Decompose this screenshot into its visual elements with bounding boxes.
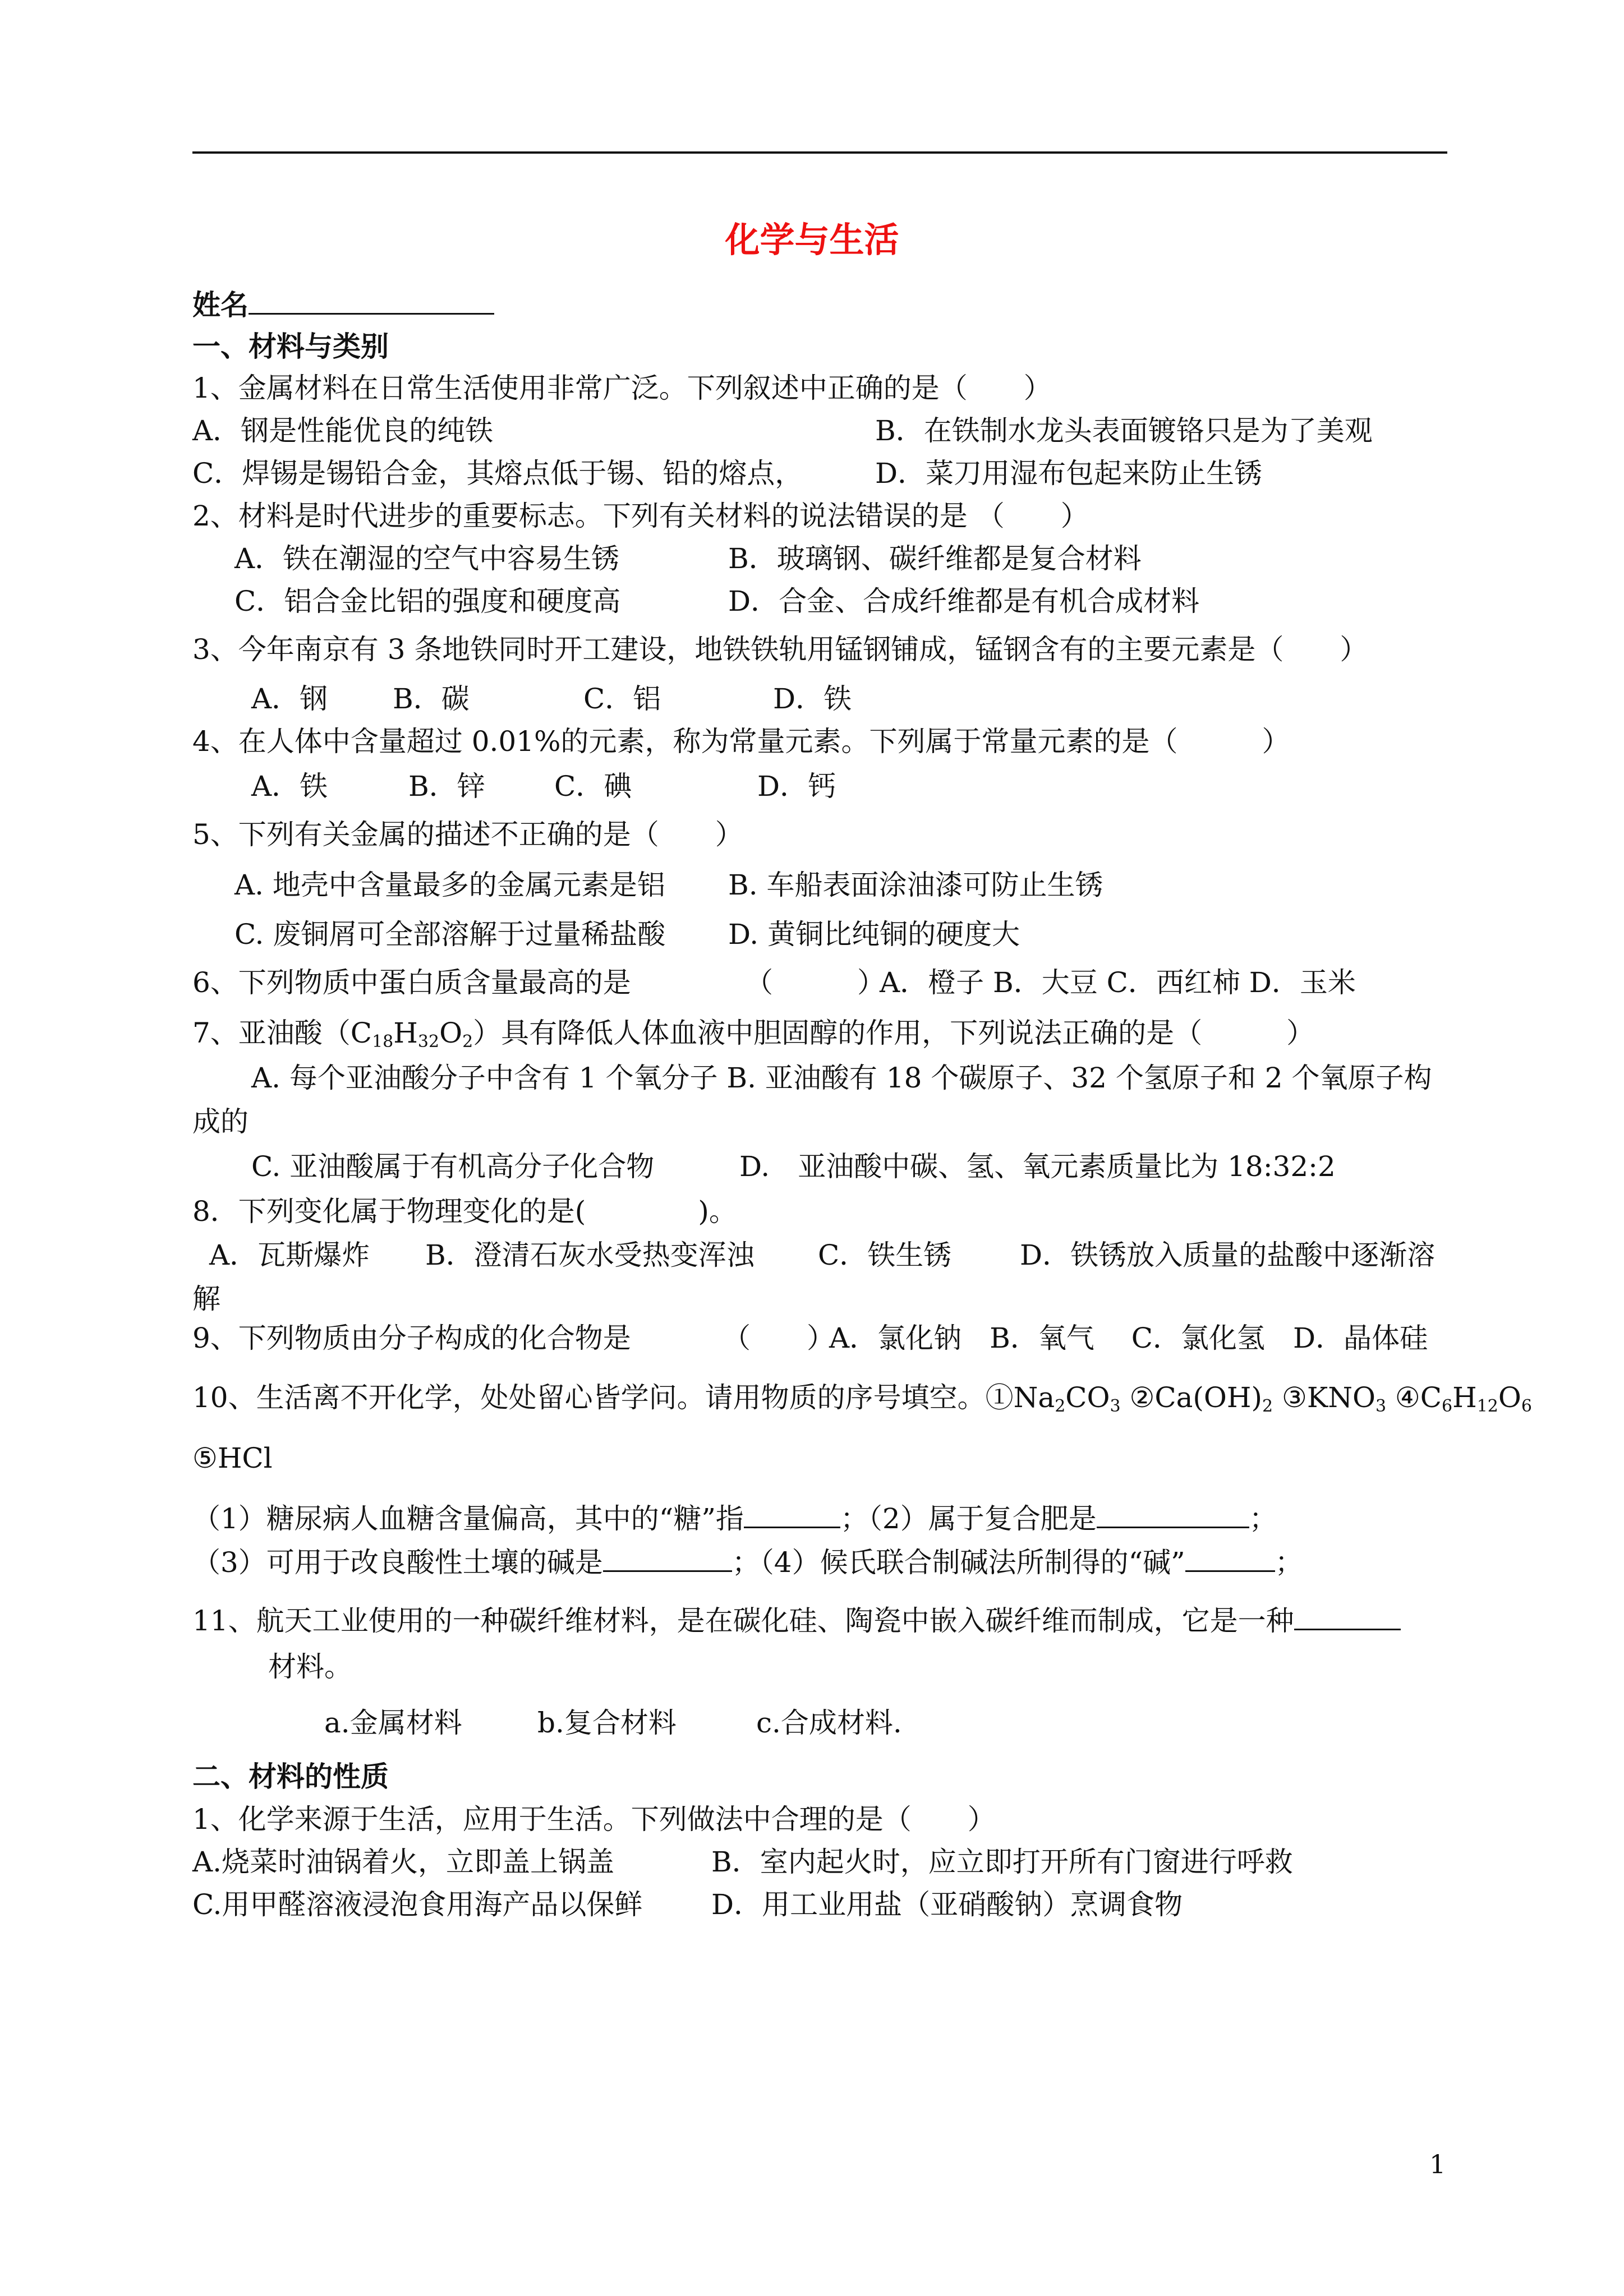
q10-part-1-2: （1）糖尿病人血糖含量偏高，其中的“糖”指 ；（2）属于复合肥是 ； bbox=[192, 1500, 1277, 1536]
q7-option-ab-cont: 成的 bbox=[192, 1105, 249, 1138]
name-line bbox=[192, 286, 494, 322]
q4-option-c: C．碘 bbox=[554, 770, 632, 803]
s2-q1-option-b: B．室内起火时，应立即打开所有门窗进行呼救 bbox=[711, 1846, 1293, 1878]
section1-heading: 一、材料与类别 bbox=[192, 330, 389, 363]
name-label: 姓名 bbox=[192, 289, 249, 321]
q6-stem: 6、下列物质中蛋白质含量最高的是 bbox=[192, 966, 631, 999]
q5-option-c: C. 废铜屑可全部溶解于过量稀盐酸 bbox=[234, 918, 666, 951]
q10-blank-1[interactable] bbox=[744, 1500, 840, 1528]
q9-stem: 9、下列物质由分子构成的化合物是 bbox=[192, 1322, 631, 1354]
name-blank[interactable] bbox=[249, 286, 494, 315]
q11-option-a: a.金属材料 bbox=[324, 1707, 462, 1739]
q5-option-b: B. 车船表面涂油漆可防止生锈 bbox=[728, 869, 1103, 901]
s2-q1-option-c: C.用甲醛溶液浸泡食用海产品以保鲜 bbox=[192, 1888, 643, 1921]
q3-option-a: A．钢 bbox=[251, 683, 328, 715]
s2-q1-option-d: D．用工业用盐（亚硝酸钠）烹调食物 bbox=[711, 1888, 1183, 1921]
q2-option-a: A．铁在潮湿的空气中容易生锈 bbox=[234, 542, 620, 575]
q7-stem: 7、亚油酸$(C_{18}H_{32}O_2)$具有降低人体血液中胆固醇的作用，下列说法正确的是（ ） bbox=[192, 1017, 1315, 1052]
q4-option-b: B．锌 bbox=[408, 770, 485, 803]
header-rule bbox=[192, 151, 1447, 154]
q10-option-5: ⑤HCl bbox=[192, 1442, 273, 1474]
q1-stem: 1、金属材料在日常生活使用非常广泛。下列叙述中正确的是（ ） bbox=[192, 372, 1052, 404]
page-number: 1 bbox=[1429, 2149, 1446, 2179]
q3-stem: 3、今年南京有 3 条地铁同时开工建设，地铁铁轨用锰钢铺成，锰钢含有的主要元素是（ ） bbox=[192, 633, 1368, 666]
q3-option-b: B．碳 bbox=[393, 683, 470, 715]
q11-blank[interactable] bbox=[1294, 1602, 1401, 1630]
q10-blank-2[interactable] bbox=[1097, 1500, 1249, 1528]
q9-options: A．氯化钠 B．氧气 C．氯化氢 D．晶体硅 bbox=[829, 1322, 1428, 1354]
page-title: 化学与生活 bbox=[725, 219, 899, 260]
q1-option-b: B．在铁制水龙头表面镀铬只是为了美观 bbox=[875, 414, 1373, 447]
q11-option-c: c.合成材料. bbox=[756, 1707, 902, 1739]
q10-stem: 10、生活离不开化学，处处留心皆学问。请用物质的序号填空。$①Na_2CO_3$ $②Ca(OH)_2$ $③KNO_3$ $④C_6H_{12}O_6$ bbox=[192, 1381, 1532, 1416]
q5-option-d: D. 黄铜比纯铜的硬度大 bbox=[728, 918, 1020, 951]
q8-option-d: D．铁锈放入质量的盐酸中逐渐溶 bbox=[1020, 1239, 1436, 1271]
q7-option-c: C. 亚油酸属于有机高分子化合物 bbox=[251, 1150, 655, 1183]
q8-option-b: B．澄清石灰水受热变浑浊 bbox=[425, 1239, 755, 1271]
q1-option-c: C．焊锡是锡铅合金，其熔点低于锡、铅的熔点， bbox=[192, 457, 803, 490]
q8-option-a: A．瓦斯爆炸 bbox=[209, 1239, 370, 1271]
q1-option-d: D．菜刀用湿布包起来防止生锈 bbox=[875, 457, 1263, 490]
q2-option-d: D．合金、合成纤维都是有机合成材料 bbox=[728, 585, 1200, 617]
section2-heading: 二、材料的性质 bbox=[192, 1760, 389, 1793]
q8-option-c: C．铁生锈 bbox=[818, 1239, 952, 1271]
q2-option-b: B．玻璃钢、碳纤维都是复合材料 bbox=[728, 542, 1142, 575]
q11-material: 材料。 bbox=[268, 1650, 352, 1683]
q5-stem: 5、下列有关金属的描述不正确的是（ ） bbox=[192, 818, 743, 851]
q4-option-d: D．钙 bbox=[757, 770, 836, 803]
q3-option-d: D．铁 bbox=[773, 683, 852, 715]
q11-stem: 11、航天工业使用的一种碳纤维材料，是在碳化硅、陶瓷中嵌入碳纤维而制成，它是一种 bbox=[192, 1602, 1401, 1638]
q5-option-a: A. 地壳中含量最多的金属元素是铝 bbox=[234, 869, 665, 901]
q10-part-3-4: （3）可用于改良酸性土壤的碱是 ；（4）候氏联合制碱法所制得的“碱” ； bbox=[192, 1543, 1303, 1579]
q4-option-a: A．铁 bbox=[251, 770, 328, 803]
q3-option-c: C．铝 bbox=[583, 683, 661, 715]
q8-stem: 8．下列变化属于物理变化的是( )。 bbox=[192, 1195, 737, 1228]
q11-option-b: b.复合材料 bbox=[537, 1707, 677, 1739]
q6-paren: （ ） bbox=[745, 966, 885, 999]
s2-q1-option-a: A.烧菜时油锅着火，立即盖上锅盖 bbox=[192, 1846, 615, 1878]
q1-option-a: A．钢是性能优良的纯铁 bbox=[192, 414, 494, 447]
q7-option-d: D. 亚油酸中碳、氢、氧元素质量比为 18:32:2 bbox=[739, 1150, 1336, 1183]
q2-option-c: C．铝合金比铝的强度和硬度高 bbox=[234, 585, 621, 617]
q8-option-d-cont: 解 bbox=[192, 1283, 220, 1315]
q10-blank-4[interactable] bbox=[1185, 1543, 1275, 1572]
q2-stem: 2、材料是时代进步的重要标志。下列有关材料的说法错误的是 （ ） bbox=[192, 500, 1089, 532]
q7-option-ab: A. 每个亚油酸分子中含有 1 个氧分子 B. 亚油酸有 18 个碳原子、32 个氢原子和 2 个氧原子构 bbox=[251, 1062, 1432, 1094]
q10-blank-3[interactable] bbox=[603, 1543, 732, 1572]
s2-q1-stem: 1、化学来源于生活，应用于生活。下列做法中合理的是（ ） bbox=[192, 1803, 996, 1836]
q9-paren: （ ） bbox=[723, 1322, 835, 1354]
q4-stem: 4、在人体中含量超过 0.01%的元素，称为常量元素。下列属于常量元素的是（ ） bbox=[192, 725, 1290, 758]
q6-options: A．橙子 B．大豆 C．西红柿 D．玉米 bbox=[880, 966, 1356, 999]
